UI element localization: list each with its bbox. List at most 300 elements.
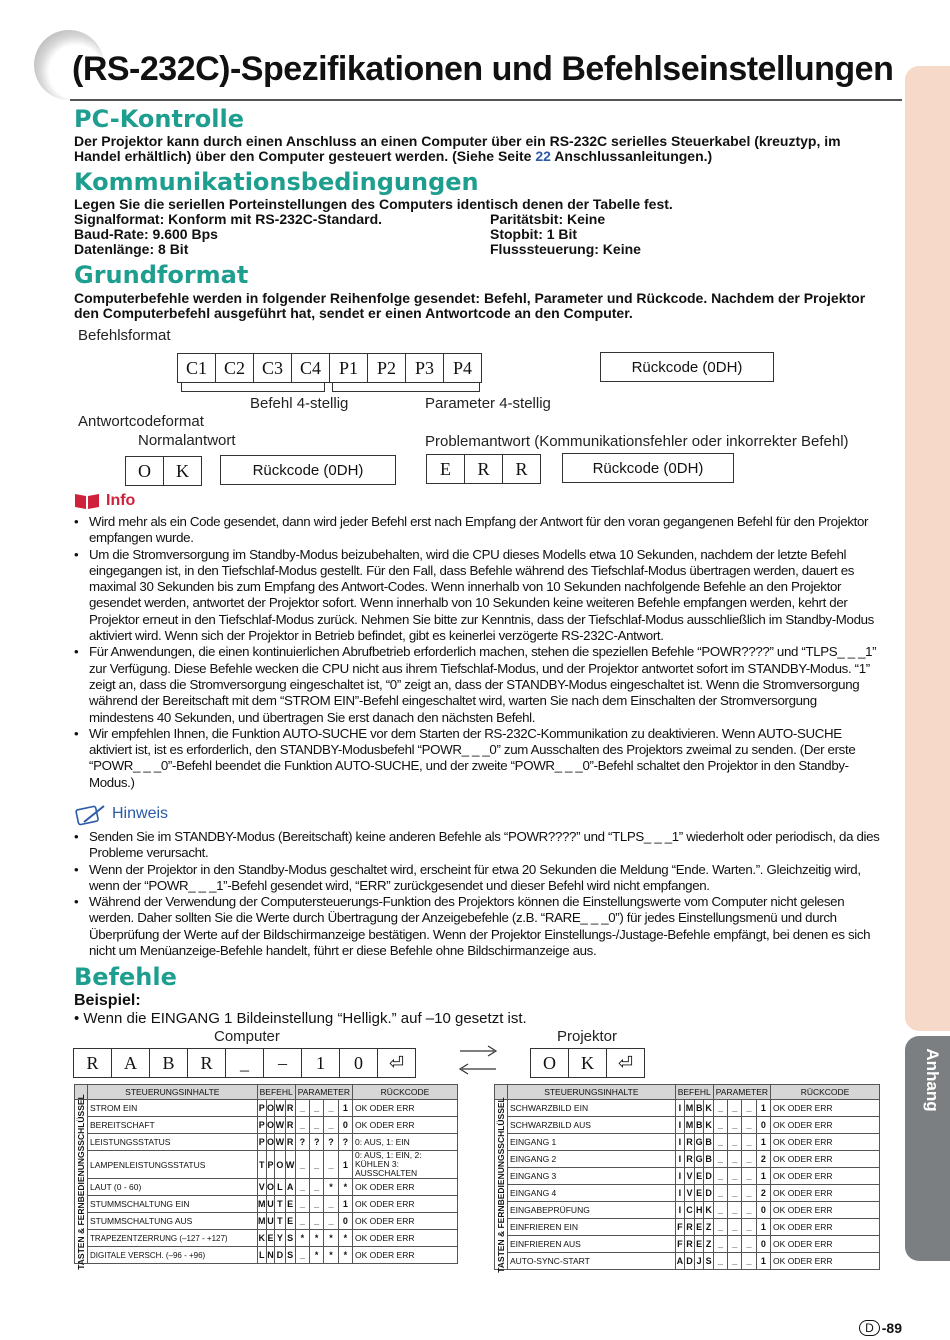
table-cell-command-char: S: [704, 1253, 713, 1270]
table-cell-command-char: I: [675, 1117, 684, 1134]
table-cell-command-char: S: [285, 1230, 295, 1247]
table-cell-command-char: E: [695, 1236, 704, 1253]
table-cell-command-char: V: [257, 1179, 266, 1196]
table-cell-parameter-char: ?: [324, 1134, 338, 1151]
pc-kontrolle-text: [74, 134, 884, 164]
table-cell-parameter-char: *: [338, 1247, 352, 1264]
table-cell-command-char: P: [257, 1134, 266, 1151]
cmd-cell-p2: P2: [368, 354, 406, 382]
table-cell-parameter-char: _: [295, 1213, 309, 1230]
table-side-text: TASTEN & FERNBEDIENUNGSSCHLÜSSEL: [76, 1093, 86, 1270]
table-row: [495, 1117, 880, 1134]
table-cell-command-char: E: [285, 1196, 295, 1213]
table-cell-rueckcode: 0: AUS, 1: EIN: [353, 1134, 458, 1151]
table-cell-command-char: B: [695, 1100, 704, 1117]
table-cell-label: STUMMSCHALTUNG EIN: [88, 1196, 258, 1213]
hinweis-heading: [74, 802, 168, 826]
table-cell-command-char: R: [285, 1100, 295, 1117]
table-cell-rueckcode: OK ODER ERR: [771, 1168, 880, 1185]
table-cell-rueckcode: OK ODER ERR: [353, 1196, 458, 1213]
computer-label: Computer: [214, 1028, 280, 1045]
table-cell-parameter-char: *: [338, 1230, 352, 1247]
problem-rueckcode-box: Rückcode (0DH): [562, 453, 734, 483]
table-cell-parameter-char: _: [728, 1236, 742, 1253]
hinweis-item-3: • Während der Verwendung der Computersteuerungs-Funktion des Projektors können die Einstellungswerte vom Computer nicht gelesen werden. Daher sollten Sie die Werte durch Übertragung der Anzeigebefehle (z.B. “RARE_ _ _0”) für jedes Einstellungsmenü und durch Überprüfung der Werte auf der Bildschirmanzeige bestätigen. Wenn der Projektor Einstellungs-/Justage-Befehle empfängt, bei denen es sich nicht um Menüanzeige-Befehle handelt, führt er diese Befehle ohne Bildschirmanzeige aus.: [74, 894, 882, 959]
hinweis-item-1: • Senden Sie im STANDBY-Modus (Bereitschaft) keine anderen Befehle als “POWR????” und “TLPS_ _ _1” wiederholt oder periodisch, da dies Probleme verursacht.: [74, 829, 882, 862]
table-cell-parameter-char: _: [742, 1134, 756, 1151]
table-cell-command-char: I: [675, 1168, 684, 1185]
beispiel-label: Beispiel:: [74, 992, 141, 1009]
table-cell-command-char: I: [675, 1151, 684, 1168]
cmd-cell-c2: C2: [216, 354, 254, 382]
computer-example-box: [73, 1048, 416, 1078]
table-cell-rueckcode: OK ODER ERR: [771, 1134, 880, 1151]
table-row: [495, 1236, 880, 1253]
table-cell-command-char: S: [285, 1247, 295, 1264]
table-cell-parameter-char: _: [295, 1247, 309, 1264]
table-row: [495, 1202, 880, 1219]
hinweis-list: [74, 829, 882, 959]
table-row: [495, 1219, 880, 1236]
table-cell-rueckcode: OK ODER ERR: [353, 1247, 458, 1264]
table-cell-command-char: K: [257, 1230, 266, 1247]
table-cell-parameter-char: _: [742, 1202, 756, 1219]
table-cell-command-char: P: [257, 1100, 266, 1117]
table-cell-label: TRAPEZENTZERRUNG (–127 - +127): [88, 1230, 258, 1247]
table-row: [75, 1196, 458, 1213]
table-cell-parameter-char: _: [728, 1100, 742, 1117]
table-cell-command-char: I: [675, 1100, 684, 1117]
pc-text-before: Der Projektor kann durch einen Anschluss an einen Computer über ein RS-232C serielles Steuerkabel (kreuztyp, im Handel erhältlich) über den Computer gesteuert werden. (Siehe Seite: [74, 133, 841, 164]
info-item-2: • Um die Stromversorgung im Standby-Modus beizubehalten, wird die CPU dieses Modells etwa 10 Sekunden, nachdem der letzte Befehl eingegangen ist, in den Tiefschlaf-Modus gestellt. Für den Fall, dass Befehle während des Tiefschlaf-Modus übertragen werden, dauert es maximal 30 Sekunden bis zum Empfang des Antwort-Codes. Wenn innerhalb von 10 Sekunden nachfolgende Befehle an den Projektor gesendet werden, antwortet der Projektor sofort. Wenn innerhalb von 10 Sekunden keine weiteren Befehle empfangen werden, kehrt der Projektor erneut in den Tiefschlaf-Modus zurück. Nehmen Sie bitte zur Kenntnis, dass der Tiefschlaf-Modus ausschließlich im Standby-Modus aktiviert wird. Wenn sich der Projektor in Betrieb befindet, gibt es keinerlei verzögerte RS-232C-Antwort.: [74, 547, 882, 645]
table-row: [75, 1117, 458, 1134]
table-cell-parameter-char: _: [713, 1219, 727, 1236]
table-cell-parameter-char: _: [295, 1151, 309, 1179]
page-link-22[interactable]: 22: [535, 148, 551, 164]
page-prefix-badge: D: [859, 1320, 880, 1336]
table-cell-parameter-char: _: [295, 1117, 309, 1134]
table-cell-command-char: I: [675, 1185, 684, 1202]
table-cell-command-char: D: [685, 1253, 695, 1270]
table-cell-parameter-char: *: [324, 1247, 338, 1264]
table-cell-command-char: R: [285, 1117, 295, 1134]
table-cell-parameter-char: _: [324, 1151, 338, 1179]
table-row: [75, 1151, 458, 1179]
example-cell-a: A: [112, 1049, 150, 1077]
table-cell-parameter-char: *: [310, 1247, 324, 1264]
table-header-rueckcode: RÜCKCODE: [771, 1085, 880, 1100]
table-cell-command-char: A: [285, 1179, 295, 1196]
table-cell-parameter-char: 2: [756, 1185, 770, 1202]
table-cell-command-char: W: [275, 1117, 285, 1134]
table-cell-parameter-char: 1: [338, 1151, 352, 1179]
problem-answer-box: [426, 454, 541, 484]
table-cell-command-char: M: [257, 1213, 266, 1230]
table-cell-parameter-char: 1: [338, 1196, 352, 1213]
table-cell-command-char: T: [257, 1151, 266, 1179]
table-cell-label: DIGITALE VERSCH. (–96 - +96): [88, 1247, 258, 1264]
table-cell-rueckcode: OK ODER ERR: [353, 1100, 458, 1117]
table-cell-command-char: O: [275, 1151, 285, 1179]
command-rueckcode-box: Rückcode (0DH): [600, 352, 774, 382]
table-cell-parameter-char: _: [728, 1117, 742, 1134]
table-cell-command-char: B: [704, 1151, 713, 1168]
table-cell-parameter-char: _: [713, 1202, 727, 1219]
table-cell-parameter-char: _: [324, 1213, 338, 1230]
table-cell-label: STUMMSCHALTUNG AUS: [88, 1213, 258, 1230]
table-cell-command-char: L: [275, 1179, 285, 1196]
table-side-label: [75, 1093, 88, 1270]
side-tab-label: Anhang: [923, 1048, 942, 1112]
table-cell-command-char: R: [285, 1134, 295, 1151]
table-cell-label: LEISTUNGSSTATUS: [88, 1134, 258, 1151]
table-cell-rueckcode: OK ODER ERR: [771, 1202, 880, 1219]
table-cell-command-char: R: [685, 1236, 695, 1253]
grundformat-intro: Computerbefehle werden in folgender Reihenfolge gesendet: Befehl, Parameter und Rückcode. Nachdem der Projektor den Computerbefehl ausgeführt hat, sendet er einen Antwortcode an den Computer.: [74, 290, 866, 321]
table-cell-command-char: A: [675, 1253, 684, 1270]
table-cell-parameter-char: _: [742, 1253, 756, 1270]
side-tab-upper: [905, 66, 950, 1031]
table-cell-command-char: H: [695, 1202, 704, 1219]
table-cell-parameter-char: _: [713, 1134, 727, 1151]
table-cell-parameter-char: _: [742, 1219, 756, 1236]
komm-intro: Legen Sie die seriellen Porteinstellungen des Computers identisch denen der Tabelle fest.: [74, 196, 673, 212]
komm-paritaet: Paritätsbit: Keine: [490, 211, 606, 227]
example-cell-0: 0: [340, 1049, 378, 1077]
table-cell-parameter-char: _: [742, 1185, 756, 1202]
proj-return-key-icon: ⏎: [617, 1052, 634, 1073]
table-row: [75, 1213, 458, 1230]
table-cell-parameter-char: 1: [756, 1253, 770, 1270]
table-cell-command-char: N: [266, 1247, 275, 1264]
table-cell-command-char: I: [675, 1134, 684, 1151]
table-cell-command-char: V: [685, 1185, 695, 1202]
table-cell-rueckcode: OK ODER ERR: [771, 1185, 880, 1202]
table-cell-rueckcode: OK ODER ERR: [771, 1151, 880, 1168]
table-cell-parameter-char: 1: [756, 1100, 770, 1117]
table-cell-command-char: W: [275, 1100, 285, 1117]
table-row: [495, 1168, 880, 1185]
projektor-example-box: [530, 1048, 645, 1078]
table-cell-label: EINGANG 1: [508, 1134, 676, 1151]
info-item-3: • Für Anwendungen, die einen kontinuierlichen Abrufbetrieb erforderlich machen, stehen die speziellen Befehle “POWR????” und “TLPS_ _ _1” zur Verfügung. Diese Befehle wecken die CPU nicht aus ihrem Tiefschlaf-Modus, und der Projektor antwortet sofort im STANDBY-Modus. “1” zeigt an, dass die Stromversorgung eingeschaltet ist, “0” zeigt an, dass der STANDBY-Modus eingeschaltet ist. Wenn die Stromversorgung während der Bereitschaft mit dem “STROM EIN”-Befehl eingeschaltet wird, warten Sie nach dem Einschalten der Stromversorgung mindestens 40 Sekunden, und übertragen Sie erst danach den nächsten Befehl.: [74, 644, 882, 725]
table-cell-parameter-char: _: [742, 1117, 756, 1134]
table-cell-parameter-char: _: [713, 1168, 727, 1185]
table-cell-parameter-char: 1: [756, 1168, 770, 1185]
example-cell-1: 1: [302, 1049, 340, 1077]
table-row: [495, 1253, 880, 1270]
exchange-arrows-icon: [456, 1042, 500, 1076]
table-cell-rueckcode: 0: AUS, 1: EIN, 2: KÜHLEN 3: AUSSCHALTEN: [353, 1151, 458, 1179]
table-cell-command-char: R: [685, 1134, 695, 1151]
cmd-cell-p3: P3: [406, 354, 444, 382]
table-cell-command-char: W: [275, 1134, 285, 1151]
table-header-parameter: PARAMETER: [295, 1085, 352, 1100]
command-table-right-body: [495, 1096, 880, 1273]
komm-datenlaenge: Datenlänge: 8 Bit: [74, 241, 189, 257]
table-header-steuerung: STEUERUNGSINHALTE: [508, 1085, 676, 1100]
table-cell-parameter-char: _: [728, 1168, 742, 1185]
heading-grundformat: Grundformat: [74, 261, 249, 289]
pc-text-after: Anschlussanleitungen.): [550, 148, 713, 164]
cmd-cell-c3: C3: [254, 354, 292, 382]
table-cell-command-char: R: [685, 1219, 695, 1236]
table-cell-parameter-char: _: [713, 1117, 727, 1134]
table-cell-rueckcode: OK ODER ERR: [771, 1253, 880, 1270]
book-icon: [74, 492, 100, 510]
info-item-4: • Wir empfehlen Ihnen, die Funktion AUTO-SUCHE vor dem Starten der RS-232C-Kommunikation zu deaktivieren. Wenn AUTO-SUCHE aktiviert ist, ist es erforderlich, den STANDBY-Modusbefehl “POWR_ _ _0” zum Ausschalten des Projektors zweimal zu senden. (Der erste “POWR_ _ _0”-Befehl beendet die Funktion AUTO-SUCHE, und der zweite “POWR_ _ _0”-Befehl schaltet den Projektor in den Standby-Modus.): [74, 726, 882, 791]
table-row: [495, 1100, 880, 1117]
table-cell-command-char: E: [285, 1213, 295, 1230]
table-cell-label: SCHWARZBILD EIN: [508, 1100, 676, 1117]
table-cell-parameter-char: _: [728, 1219, 742, 1236]
table-row: [495, 1185, 880, 1202]
table-cell-rueckcode: OK ODER ERR: [353, 1213, 458, 1230]
table-cell-command-char: K: [704, 1202, 713, 1219]
table-cell-command-char: V: [685, 1168, 695, 1185]
info-heading-text: Info: [106, 492, 136, 509]
table-cell-command-char: D: [704, 1185, 713, 1202]
table-cell-label: EINFRIEREN AUS: [508, 1236, 676, 1253]
heading-befehle: Befehle: [74, 963, 177, 991]
table-cell-parameter-char: 0: [756, 1202, 770, 1219]
table-cell-label: STROM EIN: [88, 1100, 258, 1117]
table-cell-parameter-char: _: [324, 1100, 338, 1117]
example-cell-b: B: [150, 1049, 188, 1077]
example-cell-minus: –: [264, 1049, 302, 1077]
table-cell-command-char: P: [257, 1117, 266, 1134]
table-cell-parameter-char: _: [295, 1196, 309, 1213]
answer-cell-r2: R: [515, 458, 528, 479]
table-cell-label: LAMPENLEISTUNGSSTATUS: [88, 1151, 258, 1179]
normal-rueckcode-box: Rückcode (0DH): [220, 455, 396, 485]
table-cell-parameter-char: 0: [338, 1213, 352, 1230]
proj-cell-o: O: [531, 1049, 569, 1077]
table-cell-parameter-char: _: [310, 1196, 324, 1213]
heading-kommunikation: Kommunikationsbedingungen: [74, 168, 479, 196]
page-number-text: -89: [881, 1320, 902, 1336]
table-cell-command-char: M: [685, 1117, 695, 1134]
page-number: [859, 1320, 902, 1336]
table-cell-parameter-char: 0: [756, 1117, 770, 1134]
table-cell-rueckcode: OK ODER ERR: [771, 1117, 880, 1134]
table-cell-command-char: F: [675, 1236, 684, 1253]
table-cell-command-char: G: [695, 1134, 704, 1151]
table-cell-parameter-char: _: [728, 1185, 742, 1202]
table-cell-command-char: E: [695, 1185, 704, 1202]
komm-left-list: [74, 212, 382, 257]
table-row: [495, 1151, 880, 1168]
answer-cell-r1: R: [465, 455, 503, 483]
example-cell-space: _: [226, 1049, 264, 1077]
table-side-label: [495, 1096, 508, 1273]
cmd-cell-c1: C1: [178, 354, 216, 382]
komm-signalformat: Signalformat: Konform mit RS-232C-Standard.: [74, 211, 383, 227]
table-header-befehl: BEFEHL: [675, 1085, 713, 1100]
table-cell-parameter-char: _: [310, 1213, 324, 1230]
table-header-rueckcode: RÜCKCODE: [353, 1085, 458, 1100]
table-row: [495, 1134, 880, 1151]
info-item-1: • Wird mehr als ein Code gesendet, dann wird jeder Befehl erst nach Empfang der Antwort für den voran gegangenen Befehl für den Projektor empfangen wurde.: [74, 514, 882, 547]
table-cell-parameter-char: _: [324, 1117, 338, 1134]
befehl-brace: [181, 383, 325, 392]
table-row: [75, 1100, 458, 1117]
table-cell-parameter-char: _: [728, 1253, 742, 1270]
table-cell-rueckcode: OK ODER ERR: [353, 1179, 458, 1196]
info-list: [74, 514, 882, 791]
table-cell-parameter-char: _: [713, 1185, 727, 1202]
table-cell-parameter-char: _: [713, 1236, 727, 1253]
command-format-box: [177, 353, 482, 383]
normal-answer-box: [125, 456, 202, 486]
table-cell-command-char: L: [257, 1247, 266, 1264]
table-cell-parameter-char: 1: [756, 1134, 770, 1151]
table-cell-command-char: F: [675, 1219, 684, 1236]
table-cell-parameter-char: ?: [338, 1134, 352, 1151]
table-cell-command-char: M: [685, 1100, 695, 1117]
return-key-icon: ⏎: [388, 1052, 405, 1073]
table-cell-command-char: U: [266, 1196, 275, 1213]
table-cell-parameter-char: 1: [756, 1219, 770, 1236]
title-rule: [70, 99, 902, 101]
table-cell-command-char: W: [285, 1151, 295, 1179]
table-row: [75, 1230, 458, 1247]
table-cell-label: EINGANG 4: [508, 1185, 676, 1202]
table-header-parameter: PARAMETER: [713, 1085, 770, 1100]
table-cell-command-char: J: [695, 1253, 704, 1270]
table-cell-parameter-char: _: [295, 1100, 309, 1117]
answer-cell-e: E: [427, 455, 465, 483]
table-cell-parameter-char: _: [713, 1151, 727, 1168]
beispiel-item-text: Wenn die EINGANG 1 Bildeinstellung “Helligk.” auf –10 gesetzt ist.: [83, 1010, 527, 1027]
table-cell-command-char: K: [704, 1117, 713, 1134]
command-table-left-body: [75, 1093, 458, 1270]
table-cell-parameter-char: *: [310, 1230, 324, 1247]
page-title: (RS-232C)-Spezifikationen und Befehlseinstellungen: [72, 50, 894, 88]
table-cell-label: BEREITSCHAFT: [88, 1117, 258, 1134]
command-table-right: [494, 1084, 880, 1273]
parameter-4-label: Parameter 4-stellig: [425, 395, 551, 412]
table-cell-parameter-char: _: [713, 1253, 727, 1270]
table-cell-command-char: E: [266, 1230, 275, 1247]
table-cell-parameter-char: _: [295, 1179, 309, 1196]
table-cell-command-char: C: [685, 1202, 695, 1219]
table-cell-command-char: P: [266, 1151, 275, 1179]
table-cell-parameter-char: 0: [756, 1236, 770, 1253]
table-cell-parameter-char: _: [728, 1202, 742, 1219]
table-cell-parameter-char: *: [324, 1230, 338, 1247]
table-cell-parameter-char: *: [295, 1230, 309, 1247]
table-cell-parameter-char: _: [713, 1100, 727, 1117]
komm-baudrate: Baud-Rate: 9.600 Bps: [74, 226, 218, 242]
table-cell-command-char: B: [704, 1134, 713, 1151]
proj-cell-k: K: [569, 1049, 607, 1077]
komm-stopbit: Stopbit: 1 Bit: [490, 226, 578, 242]
normalantwort-label: Normalantwort: [138, 432, 236, 449]
cmd-cell-p1: P1: [330, 354, 368, 382]
table-cell-label: EINGABEPRÜFUNG: [508, 1202, 676, 1219]
table-cell-command-char: T: [275, 1196, 285, 1213]
table-cell-command-char: Y: [275, 1230, 285, 1247]
table-cell-label: AUTO-SYNC-START: [508, 1253, 676, 1270]
hinweis-item-2: • Wenn der Projektor in den Standby-Modus geschaltet wird, erscheint für etwa 20 Sekunden die Meldung “Ende. Warten.”. Gleichzeitig wird, wenn der “POWR_ _ _1”-Befehl gesendet wird, “ERR” zurückgesendet und dieser Befehl wird nicht empfangen.: [74, 862, 882, 895]
komm-fluss: Flusssteuerung: Keine: [490, 241, 641, 257]
table-cell-command-char: M: [257, 1196, 266, 1213]
parameter-brace: [332, 383, 480, 392]
example-cell-r: R: [74, 1049, 112, 1077]
table-cell-command-char: B: [695, 1117, 704, 1134]
table-row: [75, 1247, 458, 1264]
table-row: [75, 1134, 458, 1151]
table-cell-label: EINGANG 3: [508, 1168, 676, 1185]
projektor-label: Projektor: [557, 1028, 618, 1045]
table-cell-rueckcode: OK ODER ERR: [353, 1117, 458, 1134]
antwortcodeformat-label: Antwortcodeformat: [78, 413, 204, 430]
table-cell-command-char: E: [695, 1219, 704, 1236]
command-table-left: [74, 1084, 458, 1270]
table-cell-rueckcode: OK ODER ERR: [771, 1219, 880, 1236]
table-header-steuerung: STEUERUNGSINHALTE: [88, 1085, 258, 1100]
table-cell-parameter-char: _: [310, 1179, 324, 1196]
answer-cell-k: K: [176, 460, 189, 481]
table-cell-parameter-char: _: [728, 1134, 742, 1151]
table-row: [75, 1179, 458, 1196]
table-cell-parameter-char: _: [310, 1151, 324, 1179]
cmd-cell-c4: C4: [292, 354, 330, 382]
notepad-icon: [74, 802, 106, 826]
table-cell-command-char: O: [266, 1117, 275, 1134]
table-side-text: TASTEN & FERNBEDIENUNGSSCHLÜSSEL: [496, 1096, 506, 1273]
beispiel-item: [74, 1010, 527, 1027]
table-cell-command-char: D: [704, 1168, 713, 1185]
table-cell-command-char: E: [695, 1168, 704, 1185]
table-cell-rueckcode: OK ODER ERR: [771, 1236, 880, 1253]
problemantwort-label: Problemantwort (Kommunikationsfehler oder inkorrekter Befehl): [425, 433, 849, 450]
table-cell-parameter-char: _: [324, 1196, 338, 1213]
table-cell-command-char: D: [275, 1247, 285, 1264]
table-cell-parameter-char: ?: [310, 1134, 324, 1151]
table-cell-command-char: I: [675, 1202, 684, 1219]
table-cell-parameter-char: _: [742, 1100, 756, 1117]
table-cell-parameter-char: 0: [338, 1117, 352, 1134]
befehlsformat-label: Befehlsformat: [78, 327, 171, 344]
table-cell-parameter-char: *: [324, 1179, 338, 1196]
table-cell-rueckcode: OK ODER ERR: [771, 1100, 880, 1117]
table-cell-command-char: Z: [704, 1219, 713, 1236]
befehl-4-label: Befehl 4-stellig: [250, 395, 349, 412]
table-cell-parameter-char: 1: [338, 1100, 352, 1117]
info-heading: [74, 492, 135, 510]
table-cell-parameter-char: _: [742, 1168, 756, 1185]
komm-right-list: [490, 212, 641, 257]
table-cell-parameter-char: _: [742, 1151, 756, 1168]
table-cell-command-char: U: [266, 1213, 275, 1230]
table-cell-label: EINFRIEREN EIN: [508, 1219, 676, 1236]
cmd-cell-p4: P4: [452, 357, 472, 378]
table-cell-parameter-char: *: [338, 1179, 352, 1196]
table-cell-parameter-char: _: [728, 1151, 742, 1168]
table-cell-rueckcode: OK ODER ERR: [353, 1230, 458, 1247]
table-cell-parameter-char: ?: [295, 1134, 309, 1151]
table-cell-command-char: K: [704, 1100, 713, 1117]
answer-cell-o: O: [126, 457, 164, 485]
hinweis-heading-text: Hinweis: [112, 805, 169, 822]
table-cell-command-char: O: [266, 1179, 275, 1196]
table-cell-command-char: G: [695, 1151, 704, 1168]
table-cell-command-char: O: [266, 1100, 275, 1117]
table-cell-command-char: T: [275, 1213, 285, 1230]
bullet: •: [74, 1010, 84, 1027]
